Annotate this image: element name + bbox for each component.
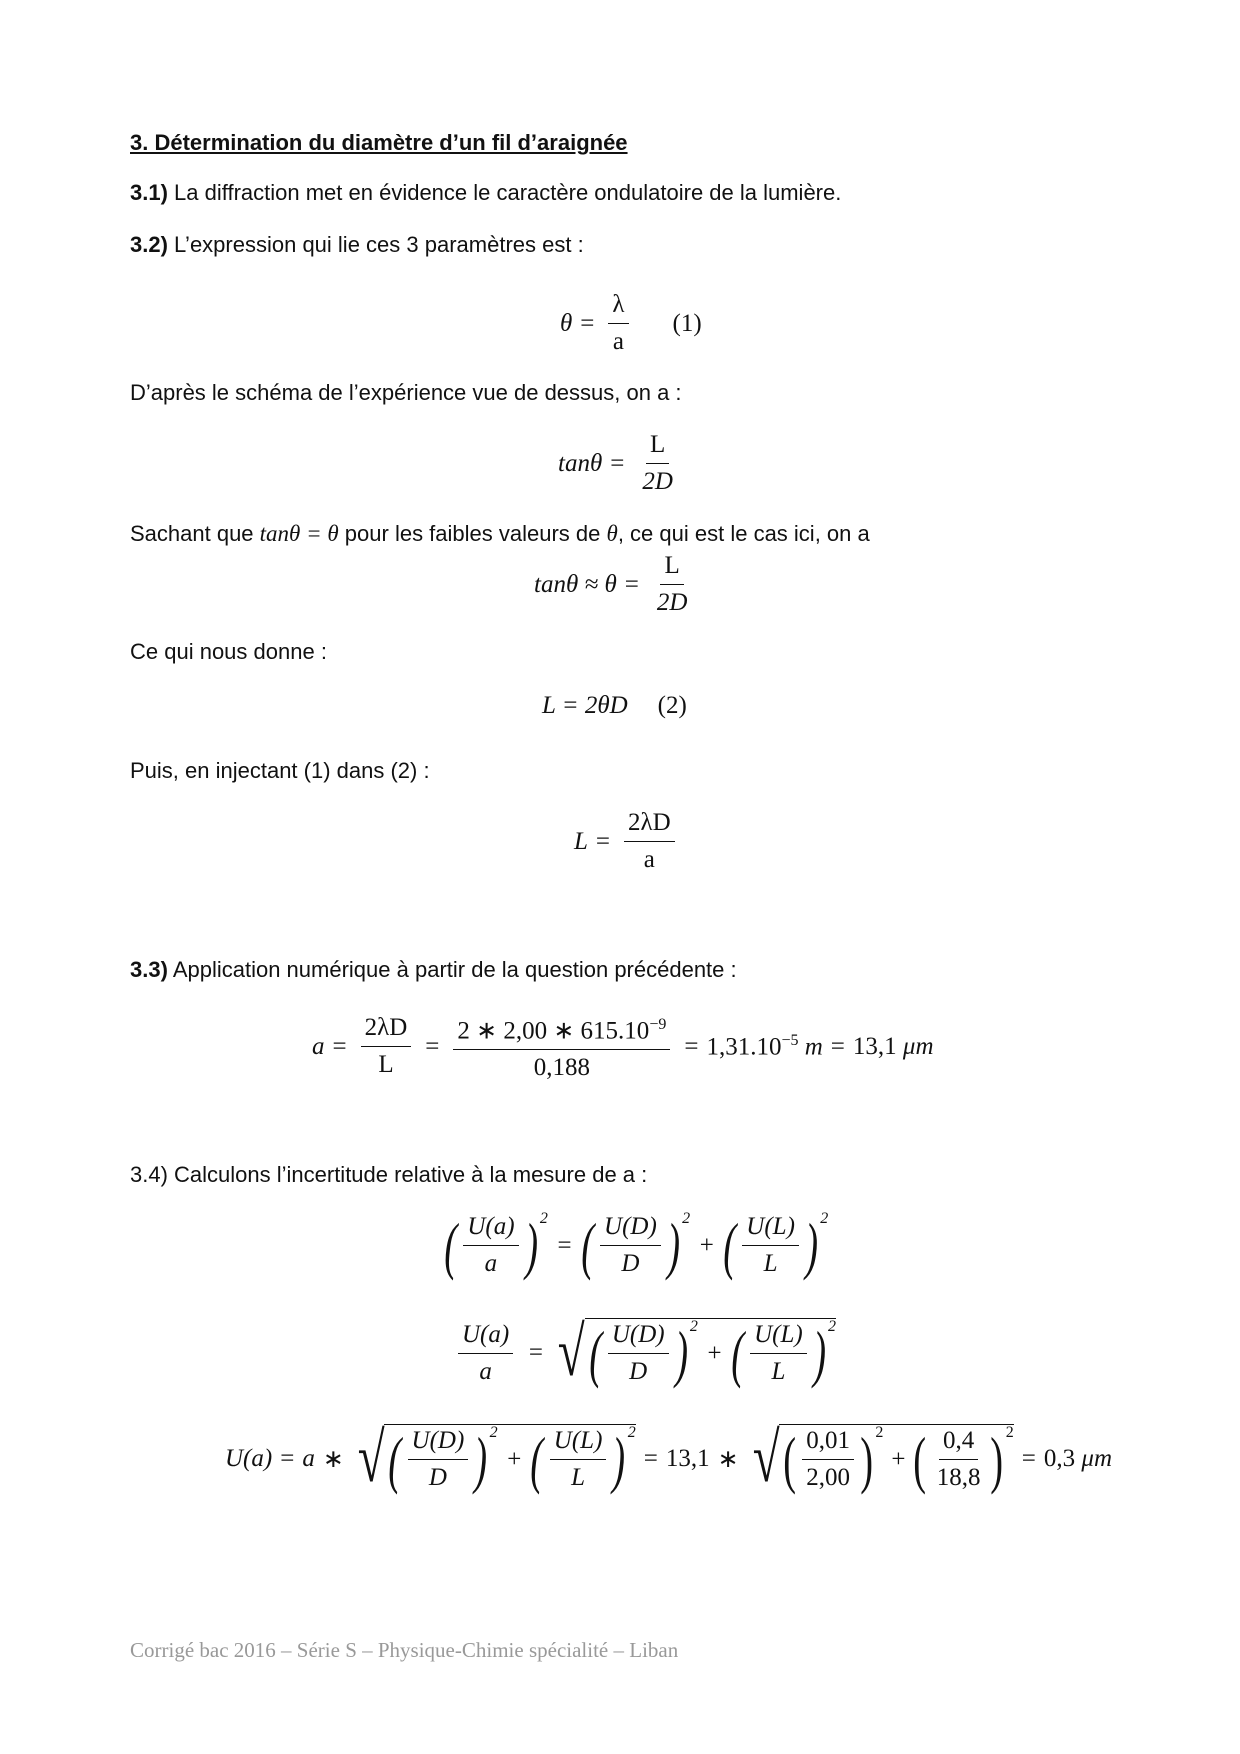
text: , ce qui est le cas ici, on a (617, 521, 870, 546)
answer-text: L’expression qui lie ces 3 paramètres est : (167, 232, 584, 257)
eq-equals: = (1021, 1445, 1036, 1472)
section-title: 3. Détermination du diamètre d’un fil d’araignée (130, 130, 628, 155)
denominator: a (479, 1357, 492, 1385)
question-number: 3.3) (130, 957, 168, 982)
denominator: a (484, 1250, 498, 1277)
answer-3-2 (130, 230, 584, 260)
plus-sign: + (698, 1231, 715, 1259)
variable: a (302, 1445, 315, 1472)
equation-approx (534, 551, 697, 618)
eq-equals: = (555, 1231, 573, 1259)
right-paren: ) (524, 1209, 538, 1281)
eq-equals: = (643, 1445, 658, 1472)
uncertainty-equation-2 (452, 1314, 837, 1391)
right-paren: ) (805, 1209, 818, 1281)
paren-group (588, 1317, 698, 1389)
paren-group (723, 1209, 829, 1281)
fraction (453, 1010, 670, 1083)
numerator: U(D) (608, 1320, 669, 1354)
donne-text: Ce qui nous donne : (130, 639, 327, 664)
denominator: a (612, 328, 624, 355)
eq-equals: = (280, 1445, 295, 1472)
numerator: 0,4 (939, 1426, 978, 1460)
numerator: U(L) (550, 1426, 607, 1460)
coefficient: 13,1 (665, 1445, 710, 1472)
eq-lhs: θ (560, 309, 573, 337)
denominator: L (771, 1358, 786, 1385)
answer-text: La diffraction met en évidence le caractère ondulatoire de la lumière. (167, 180, 842, 205)
fraction (933, 1426, 985, 1493)
left-paren: ( (913, 1423, 927, 1495)
denominator: L (571, 1464, 586, 1491)
eq-equals: = (527, 1339, 545, 1366)
unit: m (804, 1033, 823, 1061)
numerator: 2λD (624, 808, 675, 842)
right-paren: ) (674, 1317, 688, 1389)
equation-a (312, 1010, 934, 1083)
equation-tan (558, 430, 683, 497)
right-paren: ) (474, 1423, 488, 1495)
exponent: 2 (539, 1210, 548, 1227)
plus-sign: + (891, 1445, 906, 1473)
plus-sign: + (705, 1339, 723, 1367)
denominator: 2,00 (806, 1464, 850, 1491)
answer-text: Application numérique à partir de la question précédente : (167, 957, 737, 982)
exponent: −5 (781, 1032, 799, 1049)
sachant-text (130, 519, 870, 549)
radical-sign: √ (557, 1314, 585, 1391)
numerator: U(L) (742, 1212, 799, 1246)
numerator: U(a) (463, 1212, 518, 1246)
question-number: 3.1) (130, 180, 168, 205)
exponent: 2 (689, 1318, 698, 1335)
unit: μm (902, 1032, 934, 1060)
eq-equals: = (595, 827, 611, 855)
paren-group (580, 1209, 691, 1281)
fraction (742, 1212, 799, 1279)
uncertainty-equation-1 (444, 1209, 829, 1281)
numerator: L (660, 551, 683, 585)
result-value: 0,3 (1043, 1445, 1076, 1472)
answer-3-1 (130, 178, 841, 208)
left-paren: ( (580, 1209, 594, 1281)
eq-equals: = (610, 449, 625, 477)
text: Sachant que (130, 521, 260, 546)
eq-lhs: a (312, 1032, 325, 1060)
eq-label: (2) (657, 692, 687, 719)
denominator: a (643, 846, 655, 873)
equation-1 (560, 290, 702, 357)
eq-lhs: U(a) (225, 1445, 273, 1472)
square-root (352, 1420, 636, 1497)
square-root (552, 1314, 837, 1391)
paren-group (731, 1317, 837, 1389)
inline-math: tanθ = θ (259, 521, 339, 546)
fraction (600, 1212, 661, 1279)
fraction (802, 1426, 854, 1493)
uncertainty-equation-3 (225, 1420, 1113, 1497)
denominator: 2D (656, 589, 688, 616)
exponent: 2 (875, 1424, 884, 1441)
times-sign: ∗ (717, 1446, 739, 1473)
denominator: L (763, 1250, 778, 1277)
eq-equals: = (830, 1032, 845, 1060)
left-paren: ( (588, 1317, 602, 1389)
fraction (653, 551, 692, 618)
right-paren: ) (860, 1423, 874, 1495)
eq-equals: = (624, 570, 639, 598)
schema-text: D’après le schéma de l’expérience vue de dessus, on a : (130, 380, 682, 405)
radical-sign: √ (357, 1420, 385, 1497)
numerator: U(L) (750, 1320, 807, 1354)
equation-L (574, 808, 681, 875)
eq-lhs: L (574, 827, 588, 855)
denominator: 18,8 (936, 1464, 981, 1491)
injectant-text: Puis, en injectant (1) dans (2) : (130, 758, 430, 783)
left-paren: ( (444, 1209, 458, 1281)
exponent: 2 (627, 1424, 636, 1441)
fraction (750, 1320, 807, 1387)
result-value: 13,1 (852, 1032, 897, 1060)
numerator: L (646, 430, 669, 464)
eq-lhs: tanθ ≈ θ (534, 570, 617, 598)
eq-body: L = 2θD (542, 692, 628, 719)
eq-lhs: tanθ (558, 449, 603, 477)
fraction (458, 1320, 513, 1387)
numerator: U(a) (458, 1320, 513, 1354)
paren-group (530, 1423, 636, 1495)
square-root (747, 1420, 1014, 1497)
equation-2 (542, 692, 687, 720)
exponent: 2 (820, 1210, 829, 1227)
eq-equals: = (332, 1032, 347, 1060)
fraction (624, 808, 675, 875)
answer-3-3 (130, 955, 737, 985)
numerator-base: 2 ∗ 2,00 ∗ 615.10 (457, 1017, 650, 1045)
inline-math: θ (606, 521, 618, 546)
radicand (779, 1424, 1014, 1494)
paren-group (913, 1423, 1014, 1495)
denominator: D (621, 1250, 640, 1277)
denominator: 0,188 (533, 1054, 590, 1082)
result-2 (853, 1033, 934, 1061)
denominator: D (629, 1358, 648, 1385)
eq-equals: = (425, 1032, 440, 1060)
answer-3-4: 3.4) Calculons l’incertitude relative à la mesure de a : (130, 1162, 648, 1187)
fraction (361, 1013, 412, 1080)
result-1 (706, 1032, 822, 1061)
left-paren: ( (731, 1317, 744, 1389)
denominator: 2D (642, 468, 673, 495)
question-number: 3.2) (130, 232, 168, 257)
exponent: 2 (682, 1210, 691, 1227)
fraction (608, 290, 628, 357)
left-paren: ( (783, 1423, 796, 1495)
exponent: −9 (649, 1016, 667, 1033)
numerator: 0,01 (802, 1426, 854, 1460)
paren-group (783, 1423, 884, 1495)
right-paren: ) (990, 1423, 1004, 1495)
exponent: 2 (828, 1318, 837, 1335)
radicand (384, 1424, 636, 1494)
exponent: 2 (1005, 1424, 1014, 1441)
right-paren: ) (812, 1317, 826, 1389)
radicand (585, 1318, 837, 1388)
page-footer: Corrigé bac 2016 – Série S – Physique-Chimie spécialité – Liban (130, 1638, 679, 1662)
text: pour les faibles valeurs de (338, 521, 607, 546)
exponent: 2 (489, 1424, 498, 1441)
eq-label: (1) (672, 309, 702, 337)
left-paren: ( (723, 1209, 737, 1281)
eq-equals: = (684, 1032, 699, 1060)
fraction (408, 1426, 469, 1493)
fraction (608, 1320, 669, 1387)
numerator: U(D) (600, 1212, 661, 1246)
numerator: λ (608, 290, 628, 324)
left-paren: ( (388, 1423, 402, 1495)
left-paren: ( (530, 1423, 544, 1495)
right-paren: ) (667, 1209, 680, 1281)
paren-group (444, 1209, 548, 1281)
fraction (638, 430, 677, 497)
fraction (463, 1212, 518, 1279)
paren-group (388, 1423, 498, 1495)
unit: μm (1081, 1445, 1113, 1472)
result-base: 1,31.10 (706, 1033, 782, 1061)
numerator: U(D) (408, 1426, 469, 1460)
fraction (550, 1426, 607, 1493)
times-sign: ∗ (322, 1446, 344, 1473)
numerator: 2λD (361, 1013, 412, 1047)
denominator: L (378, 1051, 394, 1079)
right-paren: ) (612, 1423, 626, 1495)
denominator: D (428, 1464, 447, 1491)
numerator (453, 1010, 670, 1050)
radical-sign: √ (752, 1420, 780, 1497)
plus-sign: + (505, 1445, 523, 1473)
eq-equals: = (580, 309, 595, 337)
